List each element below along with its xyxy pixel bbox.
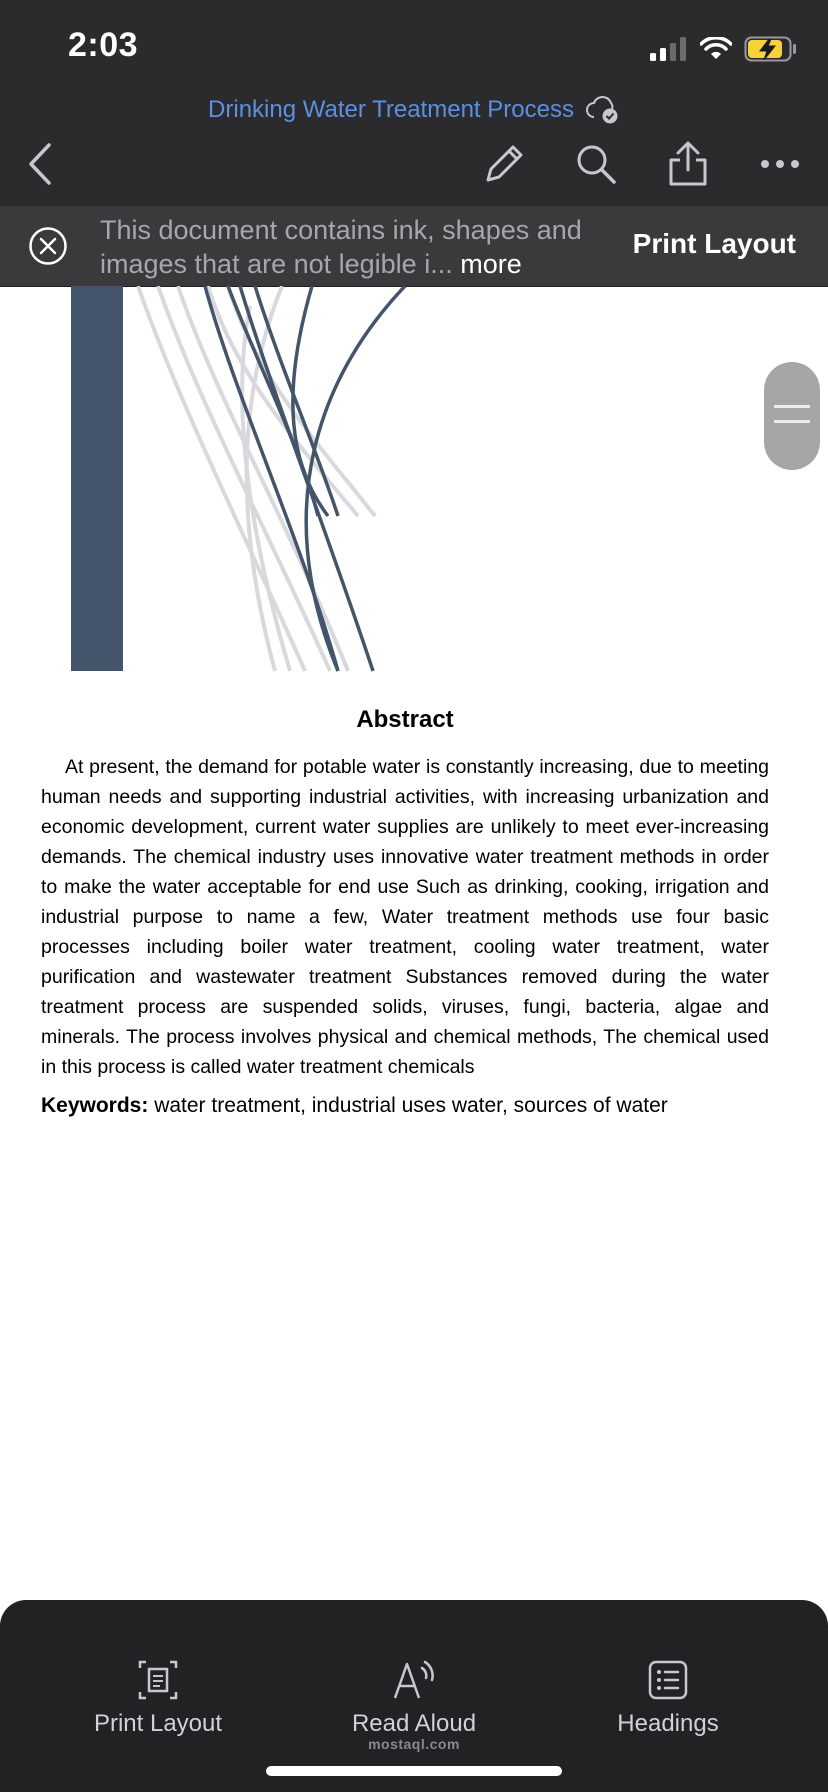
document-title-row[interactable]: [0, 90, 828, 130]
cloud-synced-icon: [586, 95, 620, 125]
battery-charging-icon: [744, 36, 798, 62]
edit-button[interactable]: [476, 136, 532, 192]
keywords-label: Keywords:: [41, 1094, 149, 1117]
banner-message-block: [100, 213, 600, 281]
abstract-heading: Abstract: [356, 706, 454, 733]
home-indicator[interactable]: [266, 1766, 562, 1776]
share-button[interactable]: [660, 136, 716, 192]
print-layout-icon: [136, 1658, 180, 1702]
print-layout-tab[interactable]: [48, 1656, 268, 1738]
headings-label: Headings: [617, 1710, 719, 1737]
wifi-icon: [700, 37, 732, 61]
read-aloud-icon: [391, 1658, 437, 1702]
status-time: 2:03: [68, 26, 139, 64]
abstract-body: At present, the demand for potable water is constantly increasing, due to meeting human needs and supporting industrial activities, with increasing urbanization and economic development, current water supplies are unlikely to meet ever-increasing demands. The chemical industry uses innovative water treatment methods in order to make the water acceptable for end use Such as drinking, cooking, irrigation and industrial purpose to name a few, Water treatment methods use four basic processes including boiler water treatment, cooling water treatment, water purification and wastewater treatment Substances removed during the water treatment process are suspended solids, viruses, fungi, bacteria, algae and minerals. The process involves physical and chemical methods, The chemical used in this process is called water treatment chemicals: [41, 756, 769, 1078]
ellipsis-icon: [760, 159, 800, 169]
headings-tab[interactable]: [558, 1656, 778, 1738]
more-options-button[interactable]: [752, 136, 808, 192]
read-aloud-label: Read Aloud: [351, 1710, 477, 1737]
banner-message: This document contains ink, shapes and images that are not legible i...: [100, 215, 582, 279]
cover-vertical-bar: [71, 286, 123, 671]
document-title[interactable]: Drinking Water Treatment Process: [208, 96, 574, 123]
watermark: mostaql.com: [368, 1736, 460, 1752]
cover-graphic: [0, 286, 828, 672]
keywords-line: [41, 1094, 781, 1118]
pencil-icon: [482, 142, 526, 186]
status-icons: [650, 34, 798, 64]
print-layout-label: Print Layout: [93, 1710, 223, 1737]
chevron-left-icon: [27, 142, 53, 186]
bottom-toolbar: [0, 1600, 828, 1792]
legibility-banner: [0, 206, 828, 287]
scroll-handle[interactable]: [764, 362, 820, 470]
cover-light-curves: [138, 286, 375, 671]
share-icon: [666, 141, 710, 187]
headings-icon: [647, 1659, 689, 1701]
print-layout-banner-button[interactable]: Print Layout: [632, 228, 796, 259]
keywords-value: water treatment, industrial uses water, sources of water: [148, 1094, 668, 1117]
close-banner-icon[interactable]: [28, 226, 68, 266]
read-aloud-tab[interactable]: [304, 1656, 524, 1738]
top-chrome: [0, 0, 828, 206]
cellular-signal-icon: [650, 37, 688, 61]
back-button[interactable]: [12, 136, 68, 192]
banner-more-link[interactable]: more: [460, 249, 522, 279]
search-icon: [574, 142, 618, 186]
search-button[interactable]: [568, 136, 624, 192]
